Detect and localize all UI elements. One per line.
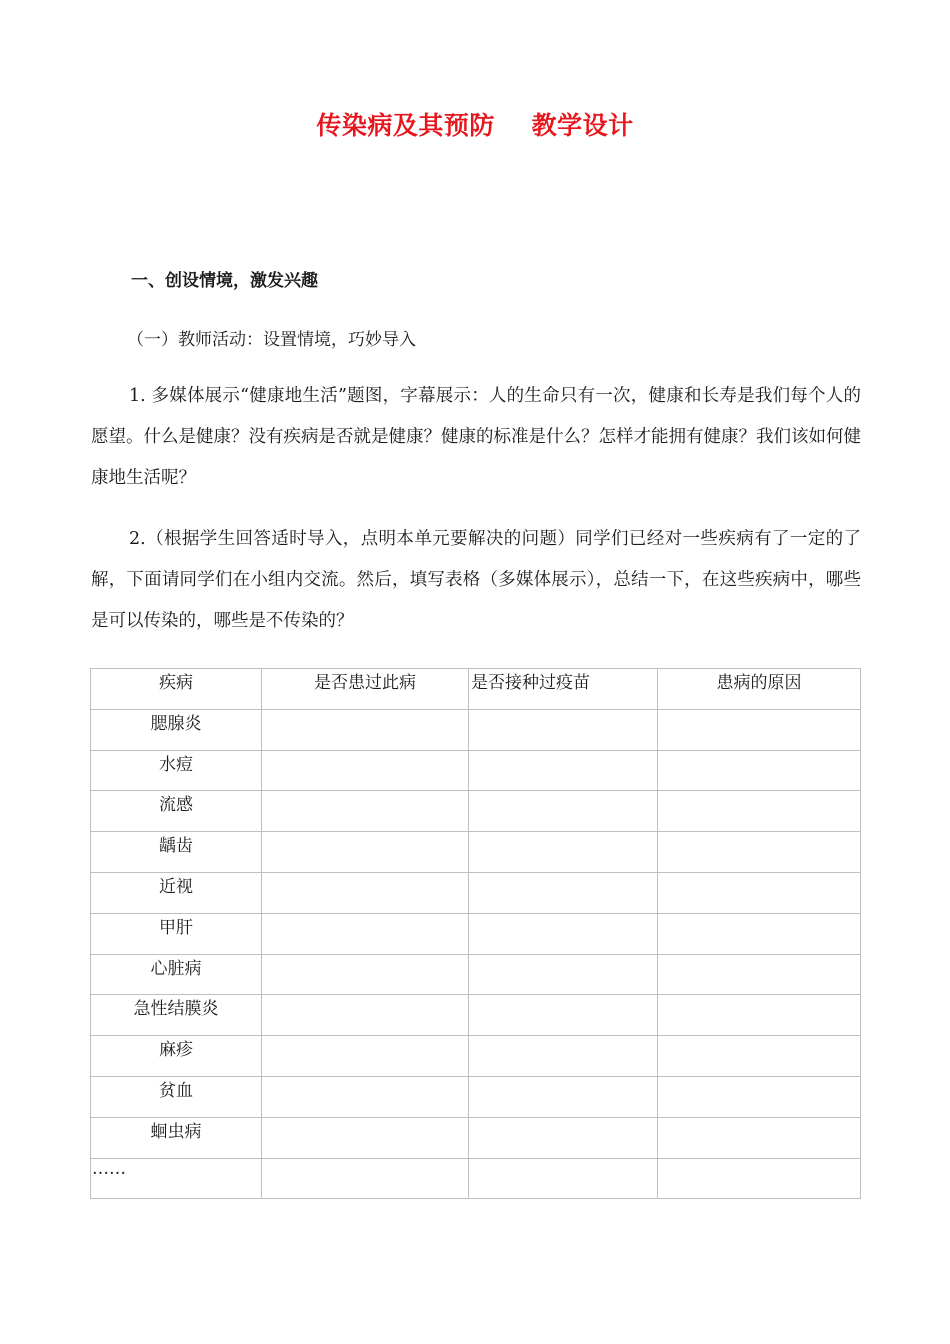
table-row bbox=[91, 954, 861, 995]
disease-name: 心脏病 bbox=[91, 954, 262, 995]
vaccinated-cell[interactable] bbox=[469, 791, 658, 832]
disease-name: 近视 bbox=[91, 872, 262, 913]
disease-name: 急性结膜炎 bbox=[91, 995, 262, 1036]
had-disease-cell[interactable] bbox=[262, 1036, 469, 1077]
header-had-disease: 是否患过此病 bbox=[262, 669, 469, 710]
cause-cell[interactable] bbox=[658, 1117, 861, 1158]
section-heading: 一、创设情境，激发兴趣 bbox=[131, 271, 318, 291]
paragraph-2: 2.（根据学生回答适时导入，点明本单元要解决的问题）同学们已经对一些疾病有了一定的了解，下面请同学们在小组内交流。然后，填写表格（多媒体展示），总结一下，在这些疾病中，哪些是可以传染的，哪些是不传染的？ bbox=[91, 529, 861, 631]
cause-cell[interactable] bbox=[658, 750, 861, 791]
table-row bbox=[91, 995, 861, 1036]
table-row bbox=[91, 1036, 861, 1077]
had-disease-cell[interactable] bbox=[262, 791, 469, 832]
sub-heading: （一）教师活动：设置情境，巧妙导入 bbox=[127, 330, 416, 350]
cause-cell[interactable] bbox=[658, 954, 861, 995]
cause-cell[interactable] bbox=[658, 1158, 861, 1199]
table-row bbox=[91, 1076, 861, 1117]
vaccinated-cell[interactable] bbox=[469, 1117, 658, 1158]
vaccinated-cell[interactable] bbox=[469, 1076, 658, 1117]
header-vaccinated: 是否接种过疫苗 bbox=[469, 669, 658, 710]
had-disease-cell[interactable] bbox=[262, 1076, 469, 1117]
cause-cell[interactable] bbox=[658, 709, 861, 750]
cause-cell[interactable] bbox=[658, 913, 861, 954]
had-disease-cell[interactable] bbox=[262, 872, 469, 913]
had-disease-cell[interactable] bbox=[262, 1158, 469, 1199]
vaccinated-cell[interactable] bbox=[469, 750, 658, 791]
table-header-row bbox=[91, 669, 861, 710]
document-title: 传染病及其预防 教学设计 bbox=[316, 111, 634, 140]
cause-cell[interactable] bbox=[658, 832, 861, 873]
disease-survey-table bbox=[90, 668, 861, 1199]
vaccinated-cell[interactable] bbox=[469, 1158, 658, 1199]
vaccinated-cell[interactable] bbox=[469, 1036, 658, 1077]
had-disease-cell[interactable] bbox=[262, 954, 469, 995]
table-row bbox=[91, 832, 861, 873]
disease-name: 蛔虫病 bbox=[91, 1117, 262, 1158]
table-row bbox=[91, 709, 861, 750]
cause-cell[interactable] bbox=[658, 872, 861, 913]
disease-name: 贫血 bbox=[91, 1076, 262, 1117]
table-row bbox=[91, 791, 861, 832]
disease-name: 腮腺炎 bbox=[91, 709, 262, 750]
had-disease-cell[interactable] bbox=[262, 832, 469, 873]
cause-cell[interactable] bbox=[658, 1036, 861, 1077]
paragraph-1: 1. 多媒体展示“健康地生活”题图，字幕展示：人的生命只有一次，健康和长寿是我们每个人的愿望。什么是健康？没有疾病是否就是健康？健康的标准是什么？怎样才能拥有健康？我们该如何健康地生活呢？ bbox=[91, 386, 861, 488]
had-disease-cell[interactable] bbox=[262, 1117, 469, 1158]
disease-name: 麻疹 bbox=[91, 1036, 262, 1077]
cause-cell[interactable] bbox=[658, 791, 861, 832]
disease-name: 水痘 bbox=[91, 750, 262, 791]
cause-cell[interactable] bbox=[658, 1076, 861, 1117]
had-disease-cell[interactable] bbox=[262, 709, 469, 750]
ellipsis-row-label: …… bbox=[91, 1158, 262, 1199]
header-disease: 疾病 bbox=[91, 669, 262, 710]
table-row bbox=[91, 913, 861, 954]
had-disease-cell[interactable] bbox=[262, 750, 469, 791]
vaccinated-cell[interactable] bbox=[469, 872, 658, 913]
header-cause: 患病的原因 bbox=[658, 669, 861, 710]
vaccinated-cell[interactable] bbox=[469, 913, 658, 954]
table-row bbox=[91, 872, 861, 913]
cause-cell[interactable] bbox=[658, 995, 861, 1036]
disease-name: 甲肝 bbox=[91, 913, 262, 954]
table-row bbox=[91, 1117, 861, 1158]
vaccinated-cell[interactable] bbox=[469, 832, 658, 873]
table-row bbox=[91, 750, 861, 791]
vaccinated-cell[interactable] bbox=[469, 954, 658, 995]
disease-name: 龋齿 bbox=[91, 832, 262, 873]
vaccinated-cell[interactable] bbox=[469, 995, 658, 1036]
table-row bbox=[91, 1158, 861, 1199]
vaccinated-cell[interactable] bbox=[469, 709, 658, 750]
had-disease-cell[interactable] bbox=[262, 913, 469, 954]
had-disease-cell[interactable] bbox=[262, 995, 469, 1036]
disease-name: 流感 bbox=[91, 791, 262, 832]
